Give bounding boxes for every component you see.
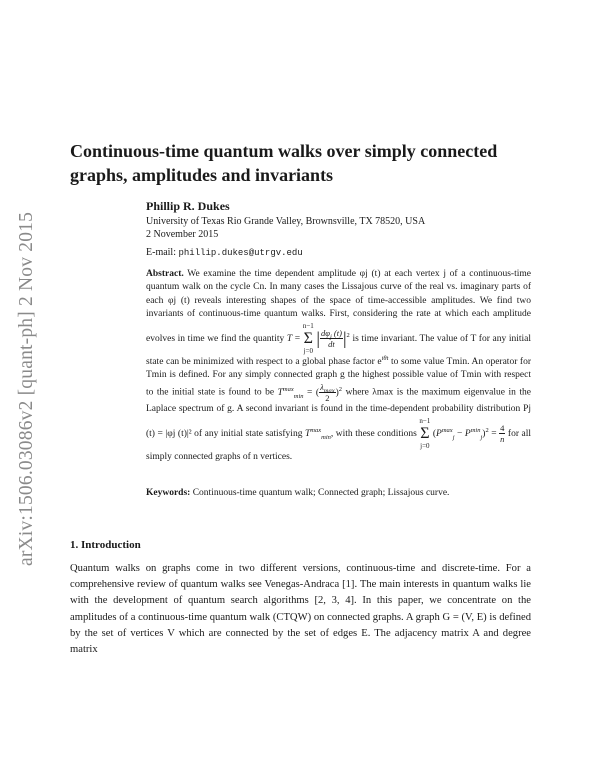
- paper-title: Continuous-time quantum walks over simply connected graphs, amplitudes and invariants: [70, 141, 498, 185]
- abstract-text-2: is time invariant. The value of T for any initial state can be minimized with respect to a global phase factor e: [146, 333, 532, 367]
- arxiv-identifier-stamp: arXiv:1506.03086v2 [quant-ph] 2 Nov 2015: [16, 211, 37, 566]
- section-heading-introduction: 1. Introduction: [70, 539, 141, 551]
- formula-T: T = n−1 Σ j=0 | $\frac{d\varphi_j (t)}{dt}$ $|^2$: [286, 321, 350, 355]
- formula-P-sum: n−1 Σ j=0 $(P^{max}_j - P^{min}_j)^2$ = $\frac{4}{n}$: [419, 416, 505, 450]
- abstract-text-1: We examine the time dependent amplitude φj (t) at each vertex j of a continuous-time quantum walk on the cycle Cn. In many cases the Lissajous curve of the real vs. imaginary parts of each φj (t) reveals interesting shapes of the space of time-accessible amplitudes. We find two invariants of continuous-time quantum walks. First, considering the rate at which each amplitude evolves in time we find the quantity: [146, 269, 531, 344]
- email-address[interactable]: phillip.dukes@utrgv.edu: [178, 248, 303, 258]
- abstract-text-3: to some value Tmin. An operator for Tmin is defined. For any simply connected graph g the highest possible value of Tmin with respect to the initial state is found to be: [146, 356, 532, 399]
- email-label: E-mail:: [146, 247, 179, 258]
- formula-Tmin-max: $T^{max}_{min}$ = ( $\frac{\lambda_{max}}{2}$ )$^2$: [277, 382, 343, 404]
- author-name: Phillip R. Dukes: [146, 199, 230, 213]
- introduction-paragraph: Quantum walks on graphs come in two different versions, continuous-time and discrete-time. For a comprehensive review of quantum walks see Venegas-Andraca [1]. The main interests in quantum walks lie with the development of quantum search algorithms [2, 3, 4]. In this paper, we concentrate on the amplitudes of a continuous-time quantum walk (CTQW) on connected graphs. A graph G = (V, E) is defined by the set of vertices V which are connected by the set of edges E. The adjacency matrix A and degree matrix: [70, 563, 531, 656]
- email-line: [146, 246, 303, 260]
- abstract: Abstract. We examine the time dependent amplitude φj (t) at each vertex j of a continuous-time quantum walk on the cycle Cn. In many cases the Lissajous curve of the real vs. imaginary parts of each φj (t) reveals interesting shapes of the space of time-accessible amplitudes. We find two invariants of continuous-time quantum walks. First, considering the rate at which each amplitude evolves in time we find the quantity T = n−1 Σ j=0 | $\frac{d\varphi_j (t)}{dt}$ $|^2$ is time invariant. The value of T for any initial state can be minimized with respect to a global phase factor $e^{i\theta t}$ to some value Tmin. An operator for Tmin is defined. For any simply connected graph g the highest possible value of Tmin with respect to the initial state is found to be $T^{max}_{min}$ = ( $\frac{\lambda_{max}}{2}$ )$^2$ where λmax is the maximum eigenvalue in the Laplace spectrum of g. A second invariant is found in the time-dependent probability distribution Pj (t) = |φj (t)|² of any initial state satisfying $T^{max}_{min}$, with these conditions n−1 Σ j=0 $(P^{max}_j - P^{min}_j)^2$ = $\frac{4}{n}$ for all simply connected graphs of n vertices.: [146, 269, 532, 462]
- date: 2 November 2015: [146, 229, 219, 240]
- abstract-text-5: with these conditions: [335, 429, 417, 440]
- keywords-text: Continuous-time quantum walk; Connected graph; Lissajous curve.: [192, 488, 450, 498]
- abstract-text-4: where λmax is the maximum eigenvalue in the Laplace spectrum of g. A second invariant is found in the time-dependent probability distribution Pj (t) = |φj (t)|² of any initial state satisfying: [146, 388, 532, 440]
- keywords-line: [146, 488, 449, 498]
- abstract-heading: Abstract.: [146, 269, 184, 279]
- affiliation: University of Texas Rio Grande Valley, Brownsville, TX 78520, USA: [146, 216, 426, 227]
- keywords-label: Keywords:: [146, 488, 191, 498]
- abstract-text-6: for all simply connected graphs of n vertices.: [146, 429, 532, 462]
